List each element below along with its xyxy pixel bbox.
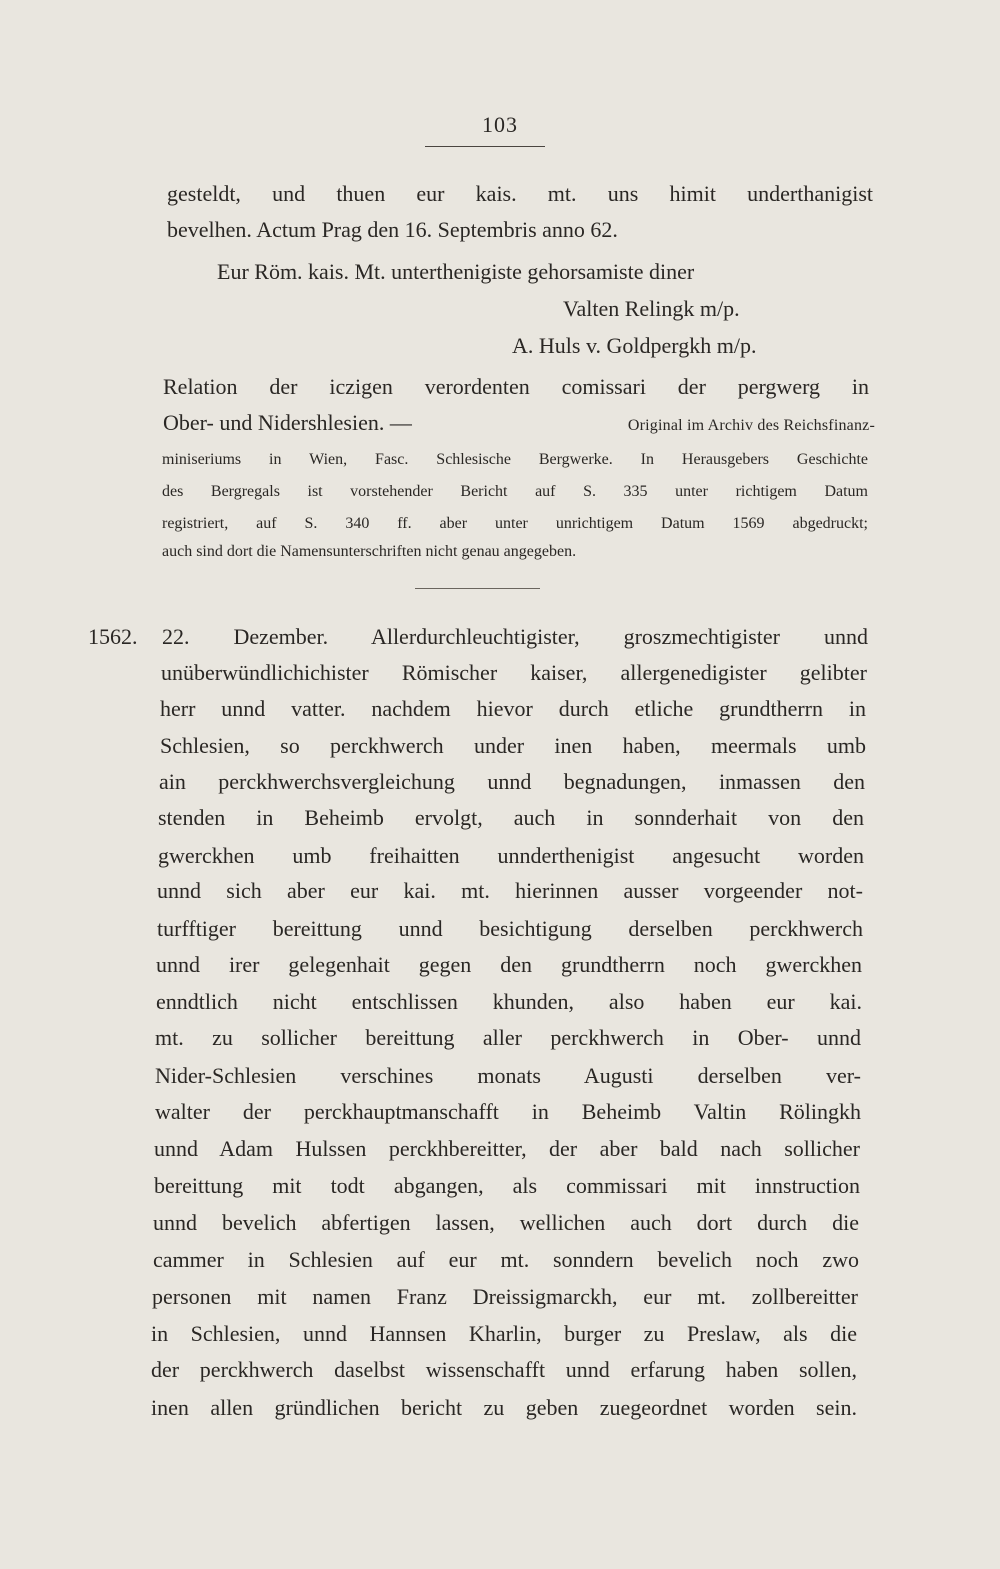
- entry-line: unnd sich aber eur kai. mt. hierinnen ausser vorgeender not-: [157, 878, 863, 903]
- entry-line: walter der perckhauptmanschafft in Beheimb Valtin Rölingkh: [155, 1099, 861, 1124]
- entry-line: stenden in Beheimb ervolgt, auch in sonnderhait von den: [158, 805, 864, 830]
- entry-line: turfftiger bereittung unnd besichtigung derselben perckhwerch: [157, 916, 863, 941]
- section-rule: [415, 588, 540, 589]
- entry-line: enndtlich nicht entschlissen khunden, also haben eur kai.: [156, 989, 862, 1014]
- greeting-line: Eur Röm. kais. Mt. unterthenigiste gehorsamiste diner: [217, 259, 695, 284]
- entry-year: 1562.: [88, 624, 138, 649]
- entry-line: Nider-Schlesien verschines monats Augusti derselben ver-: [155, 1063, 861, 1088]
- entry-line: 22. Dezember. Allerdurchleuchtigister, groszmechtigister unnd: [162, 624, 868, 649]
- header-rule: [425, 146, 545, 147]
- entry-line: cammer in Schlesien auf eur mt. sonndern bevelich noch zwo: [153, 1247, 859, 1272]
- page-number: 103: [482, 112, 518, 137]
- entry-line: personen mit namen Franz Dreissigmarckh, eur mt. zollbereitter: [152, 1284, 858, 1309]
- source-note-line: des Bergregals ist vorstehender Bericht auf S. 335 unter richtigem Datum: [162, 483, 868, 500]
- entry-line: in Schlesien, unnd Hannsen Kharlin, burger zu Preslaw, als die: [151, 1321, 857, 1346]
- source-note: Original im Archiv des Reichsfinanz-: [627, 417, 875, 434]
- entry-line: der perckhwerch daselbst wissenschafft unnd erfarung haben sollen,: [151, 1357, 857, 1382]
- document-heading-line-2: [163, 408, 875, 441]
- entry-line: unnd irer gelegenhait gegen den grundtherrn noch gwerckhen: [156, 952, 862, 977]
- source-note-line: registriert, auf S. 340 ff. aber unter unrichtigem Datum 1569 abgedruckt;: [162, 515, 868, 532]
- closing-line: bevelhen. Actum Prag den 16. Septembris anno 62.: [167, 217, 618, 242]
- source-note-line: miniseriums in Wien, Fasc. Schlesische Bergwerke. In Herausgebers Geschichte: [162, 451, 868, 468]
- entry-line: gwerckhen umb freihaitten unnderthenigist angesucht worden: [158, 843, 864, 868]
- closing-line: gesteldt, und thuen eur kais. mt. uns himit underthanigist: [167, 181, 873, 206]
- signature: A. Huls v. Goldpergkh m/p.: [512, 333, 757, 358]
- entry-line: mt. zu sollicher bereittung aller perckhwerch in Ober- unnd: [155, 1025, 861, 1050]
- entry-line: bereittung mit todt abgangen, als commissari mit innstruction: [154, 1173, 860, 1198]
- entry-line: Schlesien, so perckhwerch under inen haben, meermals umb: [160, 733, 866, 758]
- source-note-line: auch sind dort die Namensunterschriften nicht genau angegeben.: [162, 543, 577, 560]
- entry-line: ain perckhwerchsvergleichung unnd begnadungen, inmassen den: [159, 769, 865, 794]
- entry-line: unnd bevelich abfertigen lassen, wellichen auch dort durch die: [153, 1210, 859, 1235]
- document-heading: Relation der iczigen verordenten comissari der pergwerg in: [163, 374, 869, 399]
- entry-line: unüberwündlichichister Römischer kaiser, allergenedigister gelibter: [161, 660, 867, 685]
- entry-line: inen allen gründlichen bericht zu geben zuegeordnet worden sein.: [151, 1395, 857, 1420]
- signature: Valten Relingk m/p.: [563, 296, 740, 321]
- heading-text: Ober- und Nidershlesien. —: [163, 410, 412, 435]
- entry-line: unnd Adam Hulssen perckhbereitter, der aber bald nach sollicher: [154, 1136, 860, 1161]
- entry-line: herr unnd vatter. nachdem hievor durch etliche grundtherrn in: [160, 696, 866, 721]
